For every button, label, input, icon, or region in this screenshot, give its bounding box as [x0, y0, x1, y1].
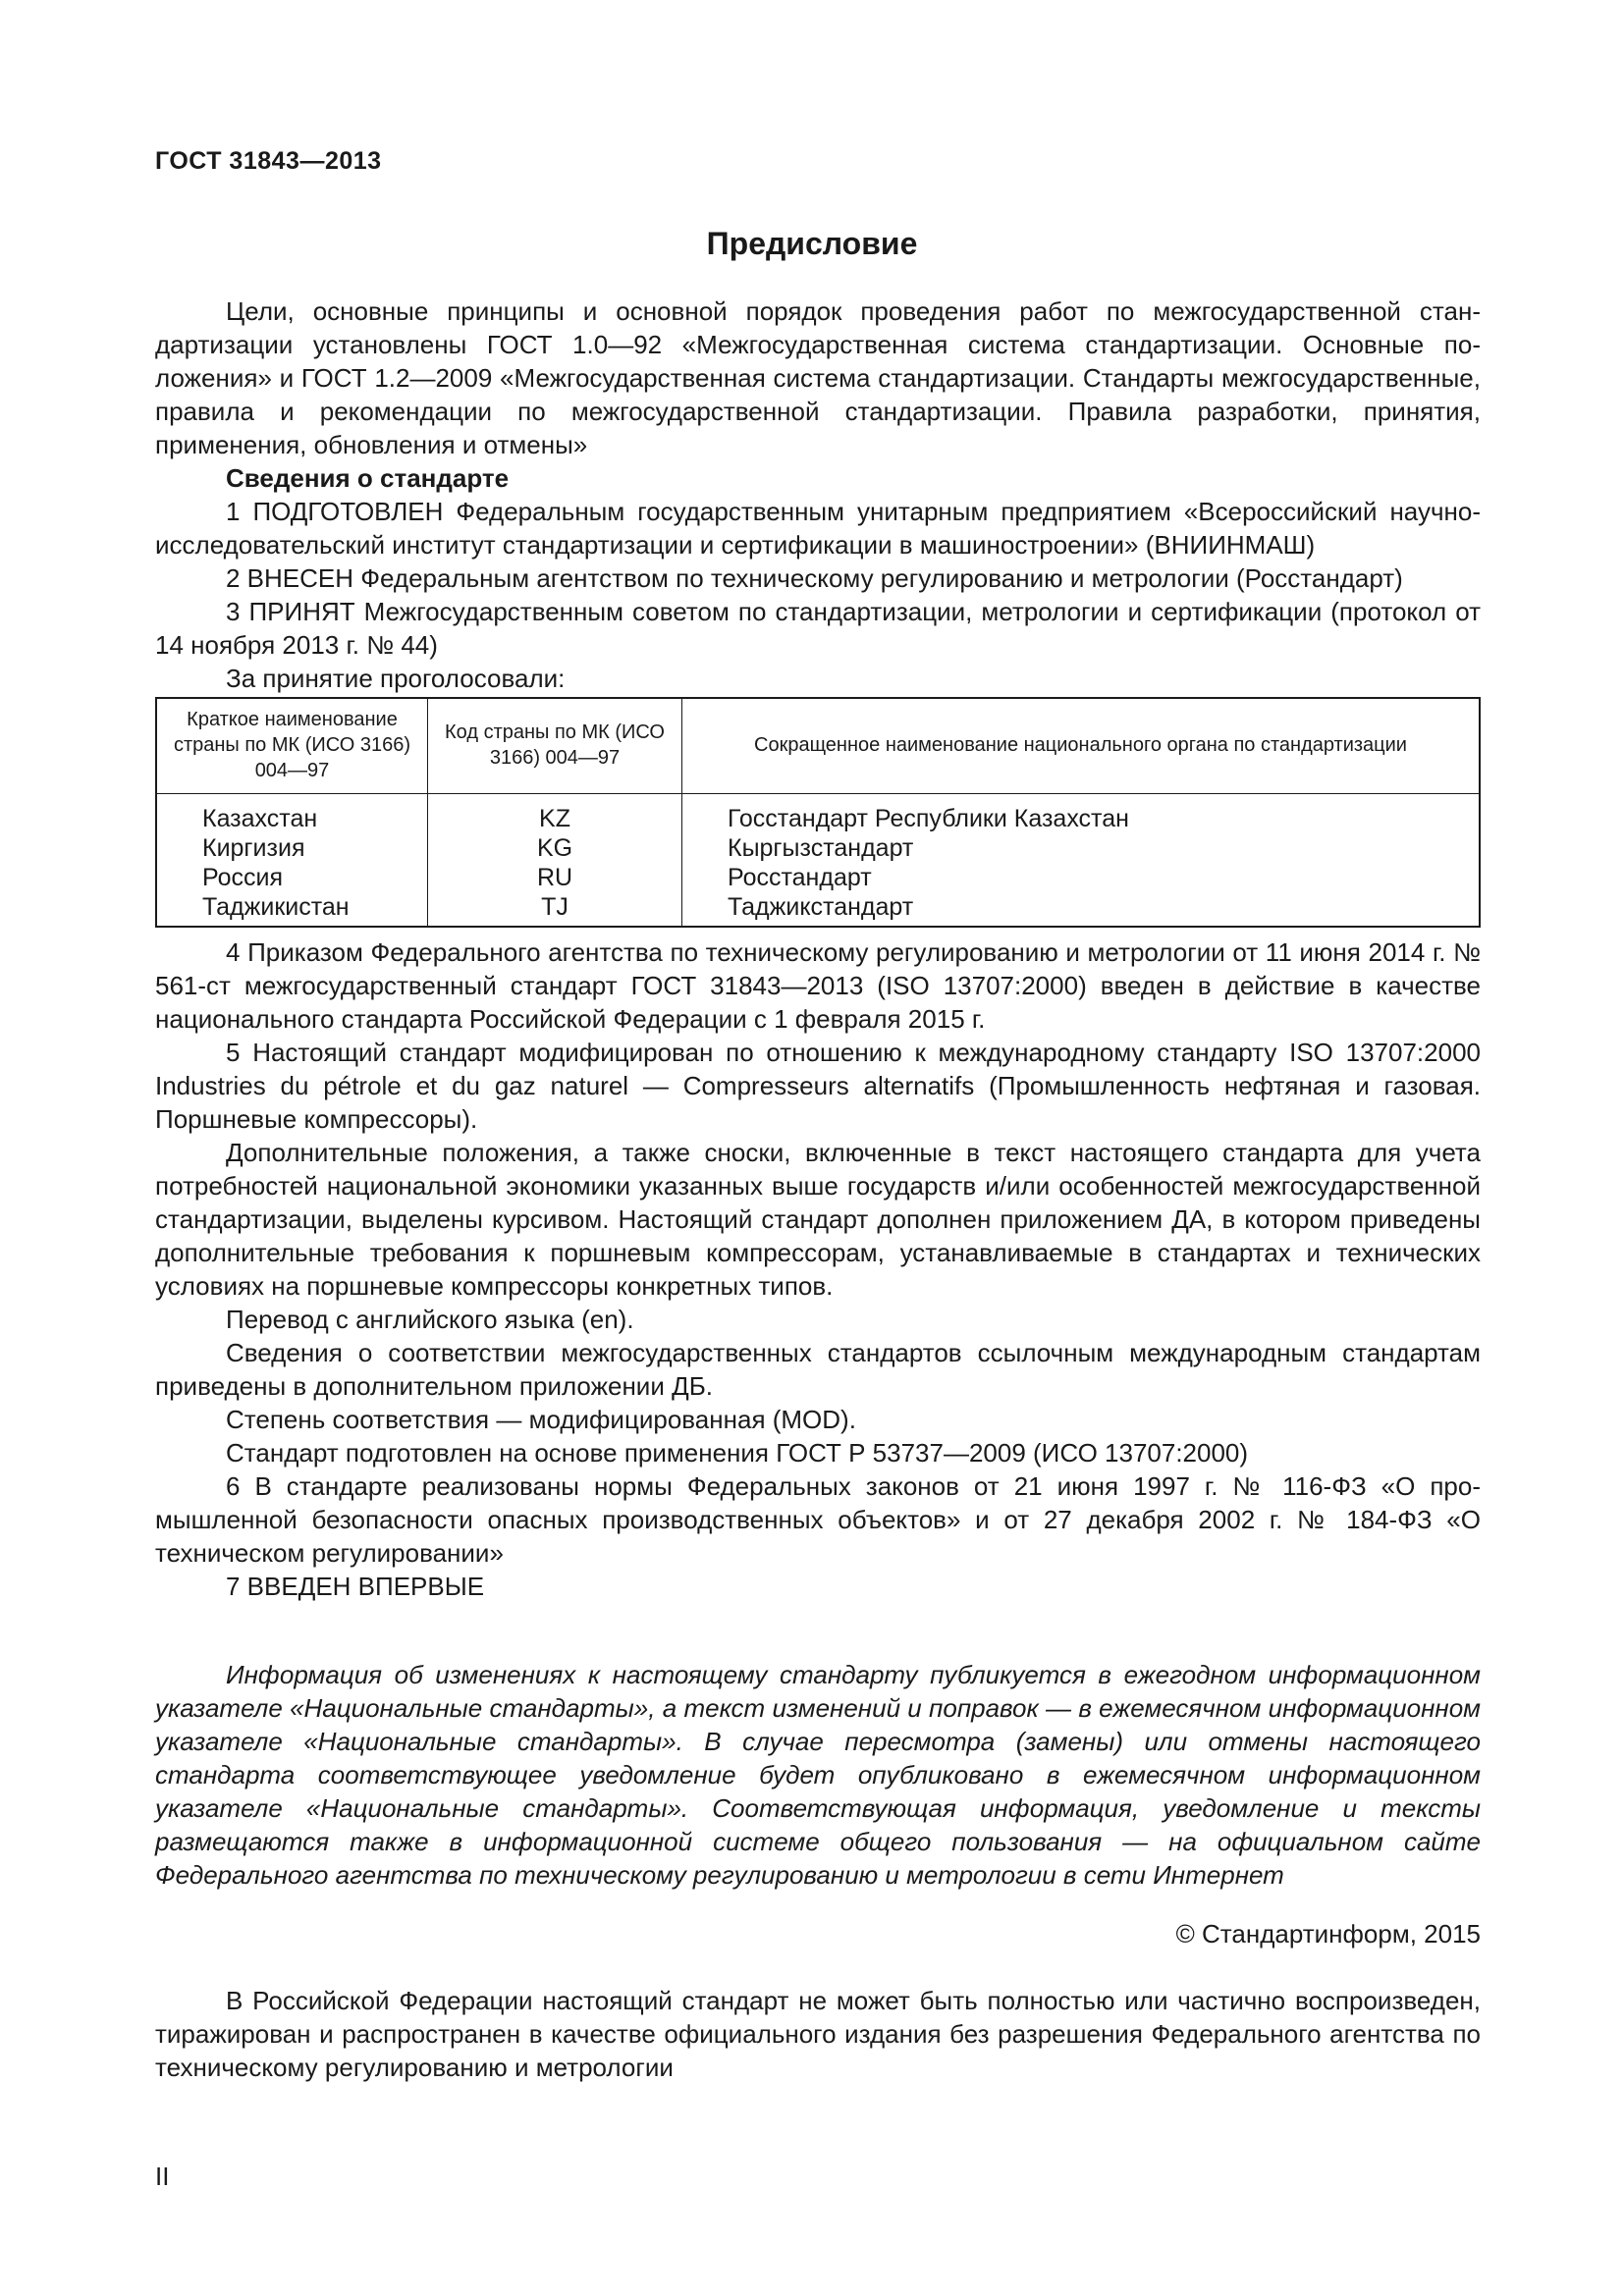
cell-code: RU [428, 863, 682, 892]
info-item-2: 2 ВНЕСЕН Федеральным агентством по техническому регулированию и метрологии (Росстандарт) [226, 563, 1403, 593]
info-item-4: 4 Приказом Федерального агентства по техническому регулированию и метрологии от 11 июня 2014 г. № 561-ст межгосударственный стандарт ГОСТ 31843—2013 (ISO 13707:2000) введен в действие в качестве национального стандарта Российской Федерации с 1 февраля 2015 г. [155, 937, 1481, 1034]
page-title: Предисловие [706, 226, 918, 261]
column-header-code: Код страны по МК (ИСО 3166) 004—97 [428, 698, 682, 794]
document-body [155, 294, 1481, 2084]
cell-code: KG [428, 833, 682, 863]
additional-provisions: Дополнительные положения, а также сноски, включенные в текст настоящего стандарта для учета потребностей национальной экономики указанных выше государств и/или особенностей межгосударственной стандартизации, выделены курсивом. Настоящий стандарт дополнен приложением ДА, в котором приведены дополнительные требования к поршневым компрессорам, устанавливаемые в стандартах и технических условиях на поршневые компрессоры конкретных типов. [155, 1138, 1481, 1301]
voting-table [155, 697, 1481, 928]
intro-paragraph: Цели, основные принципы и основной порядок проведения работ по межгосударственной стандартизации установлены ГОСТ 1.0—92 «Межгосударственная система стандартизации. Основные положения» и ГОСТ 1.2—2009 «Межгосударственная система стандартизации. Стандарты межгосударственные, правила и рекомендации по межгосударственной стандартизации. Правила разработки, принятия, применения, обновления и отмены» [155, 296, 1481, 459]
info-item-1: 1 ПОДГОТОВЛЕН Федеральным государственным унитарным предприятием «Всероссийский научно-исследовательский институт стандартизации и сертификации в машиностроении» (ВНИИНМАШ) [155, 497, 1481, 560]
cell-agency: Госстандарт Республики Казахстан [682, 794, 1481, 834]
table-row [156, 833, 1480, 863]
cell-agency: Росстандарт [682, 863, 1481, 892]
changes-notice: Информация об изменениях к настоящему стандарту публикуется в ежегодном информационном указателе «Национальные стандарты», а текст изменений и поправок — в ежемесячном информационном указателе «Национальные стандарты». В случае пересмотра (замены) или отмены настоящего стандарта соответствующее уведомление будет опубликовано в ежемесячном информационном указателе «Национальные стандарты». Соответствующая информация, уведомление и тексты размещаются также в информационной системе общего пользования — на официальном сайте Федерального агентства по техническому регулированию и метрологии в сети Интернет [155, 1660, 1481, 1890]
conformity-degree: Степень соответствия — модифицированная (MOD). [226, 1405, 856, 1434]
cell-country: Казахстан [156, 794, 428, 834]
column-header-country: Краткое наименование страны по МК (ИСО 3166) 004—97 [156, 698, 428, 794]
page-number: II [155, 2162, 170, 2191]
cell-country: Таджикистан [156, 892, 428, 927]
cell-code: KZ [428, 794, 682, 834]
translation-note: Перевод с английского языка (en). [226, 1305, 634, 1334]
table-row [156, 794, 1480, 834]
column-header-agency: Сокращенное наименование национального органа по стандартизации [682, 698, 1481, 794]
table-row [156, 892, 1480, 927]
info-item-7: 7 ВВЕДЕН ВПЕРВЫЕ [226, 1572, 485, 1601]
table-row [156, 863, 1480, 892]
cell-country: Россия [156, 863, 428, 892]
copyright-line: © Стандартинформ, 2015 [1175, 1919, 1481, 1949]
cell-agency: Таджикстандарт [682, 892, 1481, 927]
basis-note: Стандарт подготовлен на основе применения ГОСТ Р 53737—2009 (ИСО 13707:2000) [226, 1438, 1249, 1468]
info-item-6: 6 В стандарте реализованы нормы Федеральных законов от 21 июня 1997 г. № 116-ФЗ «О промышленной безопасности опасных производственных объектов» и от 27 декабря 2002 г. № 184-ФЗ «О техническом регулировании» [155, 1471, 1481, 1568]
cell-code: TJ [428, 892, 682, 927]
info-heading: Сведения о стандарте [226, 463, 510, 493]
voting-label: За принятие проголосовали: [226, 664, 566, 693]
info-item-5: 5 Настоящий стандарт модифицирован по отношению к международному стандарту ISO 13707:2000 Industries du pétrole et du gaz naturel — Compresseurs alternatifs (Промышленность нефтяная и газовая. Поршневые компрессоры). [155, 1038, 1481, 1134]
references-note: Сведения о соответствии межгосударственных стандартов ссылочным международным стандартам приведены в дополнительном приложении ДБ. [155, 1338, 1481, 1401]
table-header-row [156, 698, 1480, 794]
cell-country: Киргизия [156, 833, 428, 863]
info-item-3: 3 ПРИНЯТ Межгосударственным советом по стандартизации, метрологии и сертификации (протокол от 14 ноября 2013 г. № 44) [155, 597, 1481, 660]
legal-notice: В Российской Федерации настоящий стандарт не может быть полностью или частично воспроизведен, тиражирован и распространен в качестве официального издания без разрешения Федерального агентства по техническому регулированию и метрологии [155, 1986, 1481, 2082]
document-code-header: ГОСТ 31843—2013 [155, 147, 382, 175]
cell-agency: Кыргызстандарт [682, 833, 1481, 863]
